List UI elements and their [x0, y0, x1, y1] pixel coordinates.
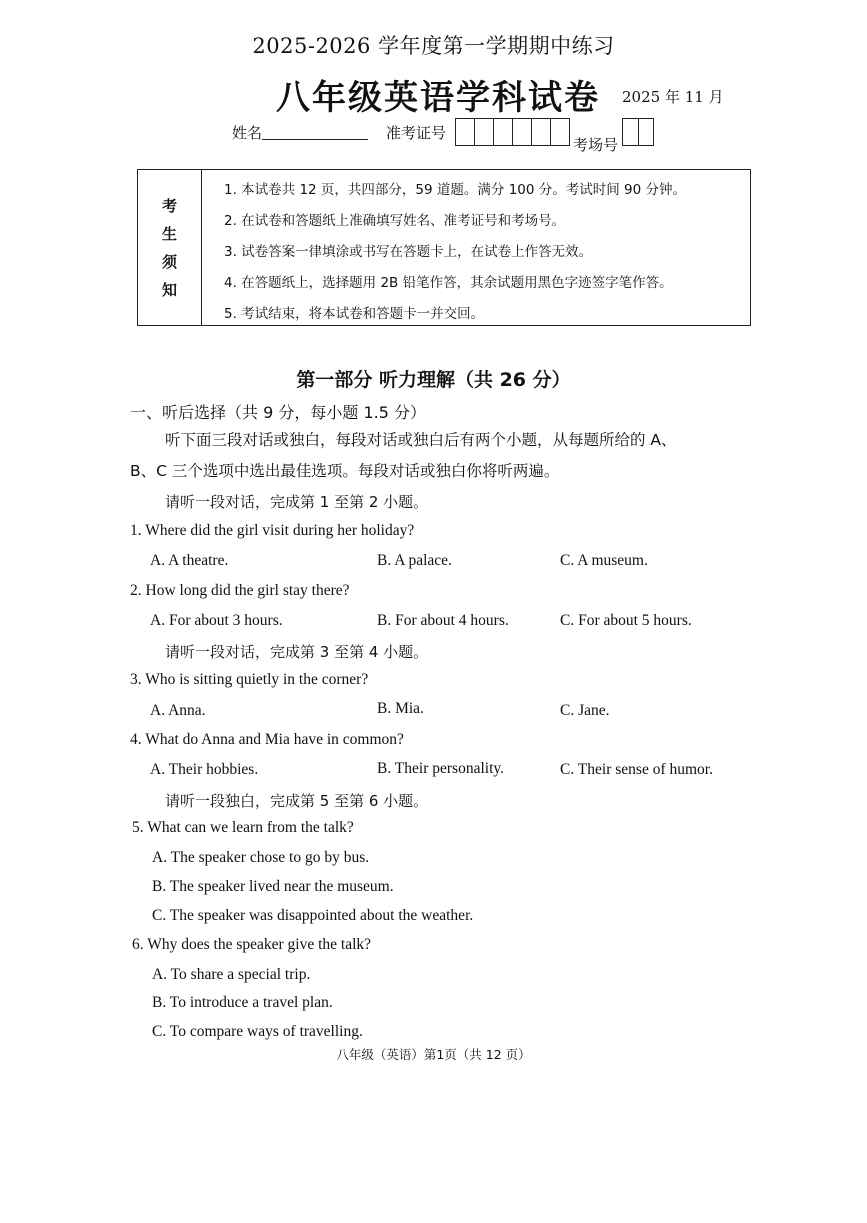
option-c: C. For about 5 hours.	[560, 612, 692, 629]
listening-instruction: 请听一段独白，完成第 5 至第 6 小题。	[165, 792, 429, 810]
notice-side-label: 考 生 须 知	[138, 170, 202, 325]
name-label: 姓名	[232, 124, 263, 142]
question-stem: 2. How long did the girl stay there?	[130, 582, 350, 599]
question-stem: 3. Who is sitting quietly in the corner?	[130, 671, 369, 688]
option-a: A. Anna.	[150, 702, 206, 719]
option-b: B. A palace.	[377, 552, 452, 569]
question-stem: 6. Why does the speaker give the talk?	[132, 936, 372, 953]
question-stem: 5. What can we learn from the talk?	[132, 819, 354, 836]
candidate-notice-box	[137, 169, 751, 326]
notice-item: 1. 本试卷共 12 页，共四部分，59 道题。满分 100 分。考试时间 90 分钟。	[224, 182, 687, 198]
option-c: C. Their sense of humor.	[560, 761, 713, 778]
question-stem: 1. Where did the girl visit during her holiday?	[130, 522, 415, 539]
option-b: B. The speaker lived near the museum.	[152, 878, 394, 895]
option-b: B. Their personality.	[377, 760, 504, 777]
exam-id-label: 准考证号	[386, 124, 447, 142]
school-year-title: 2025-2026 学年度第一学期期中练习	[252, 34, 615, 58]
notice-item: 3. 试卷答案一律填涂或书写在答题卡上，在试卷上作答无效。	[224, 244, 593, 260]
name-field[interactable]	[262, 125, 368, 140]
option-a: A. The speaker chose to go by bus.	[152, 849, 370, 866]
option-b: B. Mia.	[377, 700, 424, 717]
exam-id-boxes[interactable]	[455, 118, 570, 146]
option-c: C. The speaker was disappointed about the weather.	[152, 907, 474, 924]
listening-instruction: 请听一段对话，完成第 1 至第 2 小题。	[165, 493, 429, 511]
option-a: A. A theatre.	[150, 552, 229, 569]
option-c: C. A museum.	[560, 552, 648, 569]
candidate-info-row	[232, 122, 446, 143]
exam-title: 八年级英语学科试卷	[276, 78, 600, 118]
option-b: B. For about 4 hours.	[377, 612, 509, 629]
intro-line: B、C 三个选项中选出最佳选项。每段对话或独白你将听两遍。	[130, 462, 560, 480]
exam-date: 2025 年 11 月	[622, 88, 724, 106]
option-b: B. To introduce a travel plan.	[152, 994, 333, 1011]
room-number-boxes[interactable]	[622, 118, 654, 146]
option-c: C. Jane.	[560, 702, 610, 719]
listening-instruction: 请听一段对话，完成第 3 至第 4 小题。	[165, 643, 429, 661]
option-a: A. To share a special trip.	[152, 966, 311, 983]
question-stem: 4. What do Anna and Mia have in common?	[130, 731, 404, 748]
part-title: 第一部分 听力理解（共 26 分）	[296, 369, 571, 391]
page-footer: 八年级（英语）第1页（共 12 页）	[336, 1047, 531, 1062]
notice-item: 5. 考试结束，将本试卷和答题卡一并交回。	[224, 306, 485, 322]
option-c: C. To compare ways of travelling.	[152, 1023, 363, 1040]
intro-line: 听下面三段对话或独白，每段对话或独白后有两个小题，从每题所给的 A、	[165, 431, 677, 449]
option-a: A. For about 3 hours.	[150, 612, 283, 629]
section-title: 一、听后选择（共 9 分，每小题 1.5 分）	[130, 403, 426, 422]
notice-item: 4. 在答题纸上，选择题用 2B 铅笔作答，其余试题用黑色字迹签字笔作答。	[224, 275, 673, 291]
room-label: 考场号	[573, 136, 619, 154]
option-a: A. Their hobbies.	[150, 761, 259, 778]
notice-item: 2. 在试卷和答题纸上准确填写姓名、准考证号和考场号。	[224, 213, 566, 229]
